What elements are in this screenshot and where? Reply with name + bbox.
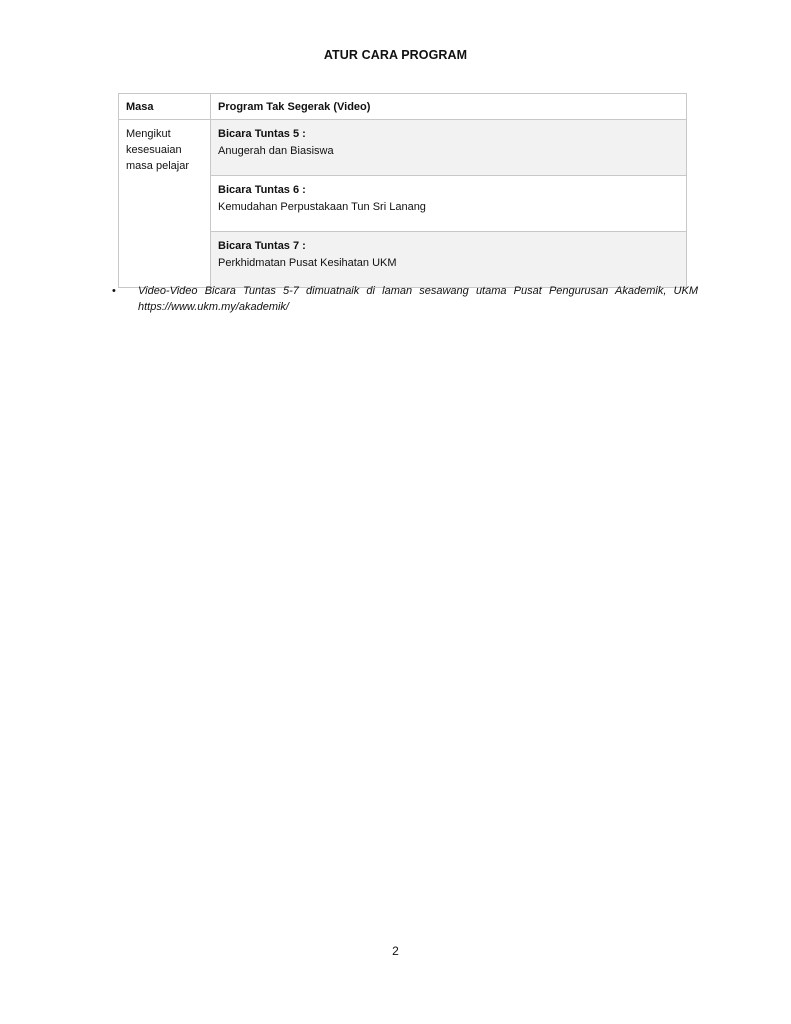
program-title: Bicara Tuntas 6 : [218, 184, 306, 196]
header-masa: Masa [119, 94, 211, 120]
masa-line: masa pelajar [126, 160, 189, 172]
masa-line: kesesuaian [126, 144, 182, 156]
header-program: Program Tak Segerak (Video) [211, 94, 687, 120]
note-body [138, 283, 698, 315]
note-url: https://www.ukm.my/akademik/ [138, 301, 289, 313]
program-title: Bicara Tuntas 7 : [218, 240, 306, 252]
program-title: Bicara Tuntas 5 : [218, 128, 306, 140]
program-cell-5 [211, 120, 687, 176]
program-cell-6 [211, 176, 687, 232]
program-desc: Anugerah dan Biasiswa [218, 145, 334, 157]
page-title: ATUR CARA PROGRAM [323, 48, 468, 62]
program-desc: Kemudahan Perpustakaan Tun Sri Lanang [218, 201, 426, 213]
masa-line: Mengikut [126, 128, 171, 140]
bullet-icon: • [112, 285, 116, 297]
program-desc: Perkhidmatan Pusat Kesihatan UKM [218, 257, 397, 269]
program-cell-7 [211, 232, 687, 288]
table-row [119, 120, 687, 176]
masa-cell [119, 120, 211, 288]
page-number: 2 [392, 944, 399, 958]
schedule-table [118, 93, 687, 288]
video-note [112, 283, 698, 315]
table-header-row [119, 94, 687, 120]
note-text: Video-Video Bicara Tuntas 5-7 dimuatnaik di laman sesawang utama Pusat Pengurusan Akademik, UKM [138, 285, 698, 297]
